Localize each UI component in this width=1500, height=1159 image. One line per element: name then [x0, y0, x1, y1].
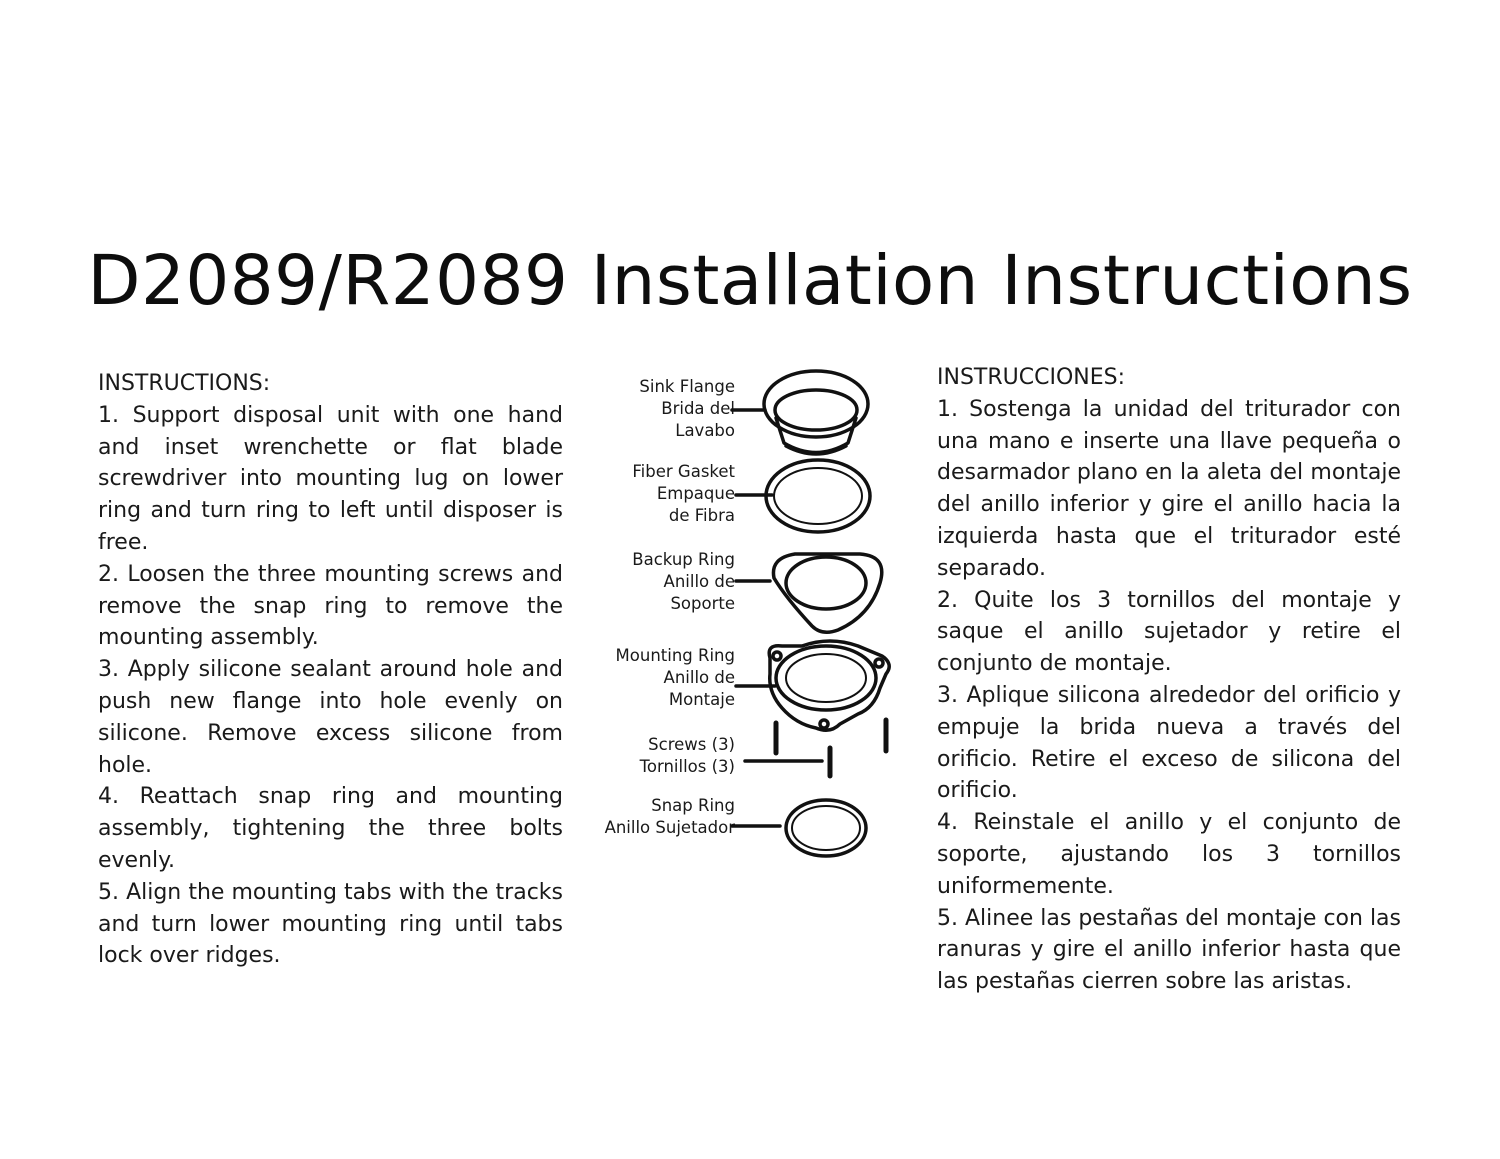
fiber-gasket-icon — [766, 460, 870, 532]
part-label-line: de Fibra — [668, 506, 735, 525]
english-step-2: 2. Loosen the three mounting screws and remove the snap ring to remove the mounting assembly. — [98, 561, 563, 651]
english-step-3: 3. Apply silicone sealant around hole and push new flange into hole evenly on silicone. Remove excess silicone from hole. — [98, 657, 563, 778]
part-label-line: Lavabo — [675, 421, 735, 440]
parts-drawing — [590, 358, 910, 858]
part-label-line: Tornillos (3) — [639, 757, 735, 776]
page-title: D2089/R2089 Installation Instructions — [87, 241, 1413, 321]
parts-diagram — [590, 358, 910, 858]
spanish-heading: INSTRUCCIONES: — [937, 365, 1125, 390]
snap-ring-icon — [786, 800, 866, 856]
part-label-line: Backup Ring — [632, 550, 735, 569]
part-label-line: Anillo Sujetador — [604, 818, 735, 837]
english-step-5: 5. Align the mounting tabs with the tracks and turn lower mounting ring until tabs lock over ridges. — [98, 879, 563, 969]
english-step-4: 4. Reattach snap ring and mounting assembly, tightening the three bolts evenly. — [98, 784, 563, 873]
spanish-instructions — [937, 362, 1401, 998]
part-label-line: Screws (3) — [648, 735, 735, 754]
mounting-ring-icon — [769, 641, 889, 730]
spanish-step-2: 2. Quite los 3 tornillos del montaje y saque el anillo sujetador y retire el conjunto de montaje. — [937, 587, 1401, 677]
part-label-line: Montaje — [668, 690, 735, 709]
part-label-line: Fiber Gasket — [632, 462, 735, 481]
part-label-line: Brida del — [661, 399, 735, 418]
spanish-step-5: 5. Alinee las pestañas del montaje con las ranuras y gire el anillo inferior hasta que las pestañas cierren sobre las aristas. — [937, 905, 1401, 995]
spanish-step-4: 4. Reinstale el anillo y el conjunto de soporte, ajustando los 3 tornillos uniformemente. — [937, 810, 1401, 899]
sink-flange-icon — [764, 371, 868, 454]
part-label-line: Anillo de — [663, 668, 735, 687]
part-label-line: Soporte — [670, 594, 735, 613]
part-label-line: Sink Flange — [639, 377, 735, 396]
english-step-1: 1. Support disposal unit with one hand and inset wrenchette or flat blade screwdriver into mounting lug on lower ring and turn ring to left until disposer is free. — [98, 402, 563, 555]
english-instructions — [98, 368, 563, 972]
english-heading: INSTRUCTIONS: — [98, 371, 271, 396]
spanish-step-1: 1. Sostenga la unidad del triturador con una mano e inserte una llave pequeña o desarmador plano en la aleta del montaje del anillo inferior y gire el anillo hacia la izquierda hasta que el triturador esté separado. — [937, 396, 1401, 581]
part-label-line: Anillo de — [663, 572, 735, 591]
part-label-line: Empaque — [656, 484, 735, 503]
backup-ring-icon — [773, 554, 881, 632]
part-label-line: Snap Ring — [651, 796, 735, 815]
spanish-step-3: 3. Aplique silicona alrededor del orificio y empuje la brida nueva a través del orificio. Retire el exceso de silicona del orificio. — [937, 682, 1401, 804]
part-label-line: Mounting Ring — [615, 646, 735, 665]
